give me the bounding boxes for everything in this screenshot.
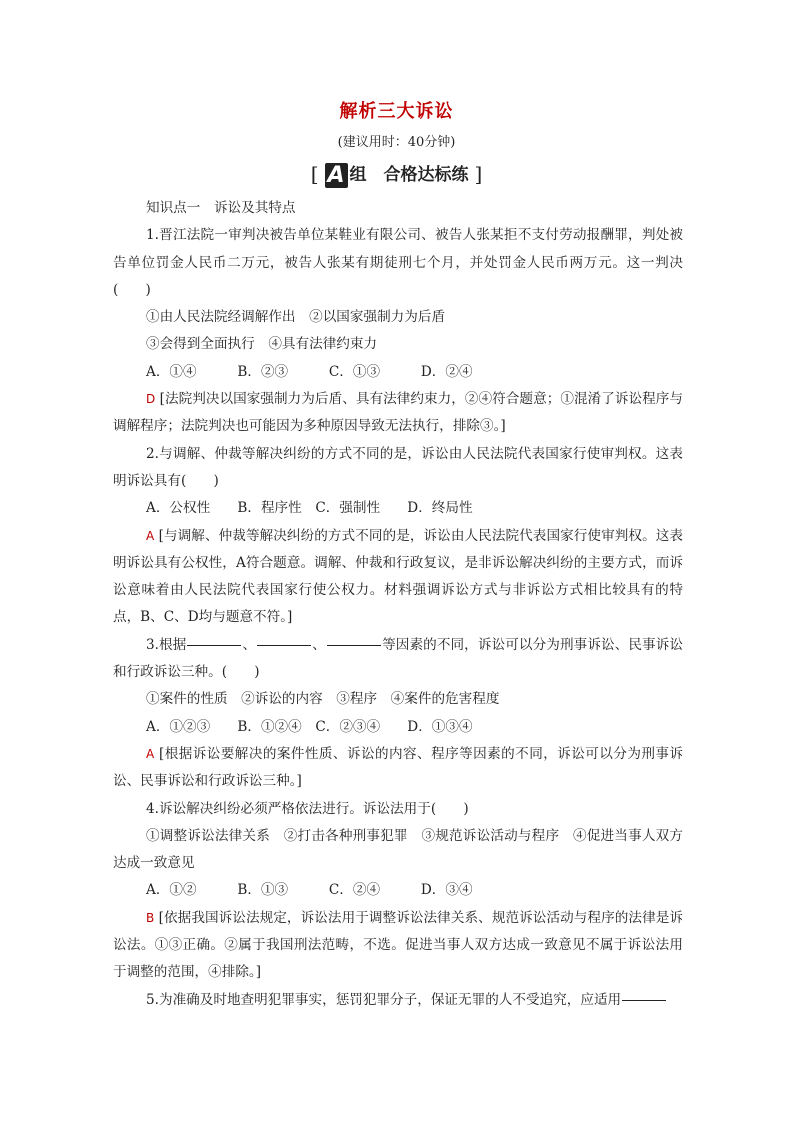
- q4-explanation: [依据我国诉讼法规定，诉讼法用于调整诉讼法律关系、规范诉讼活动与程序的法律是诉讼法。①③正确。②属于我国刑法范畴，不选。促进当事人双方达成一致意见不属于诉讼法用于调整的范围，④排除。]: [113, 909, 683, 981]
- q3-stem-end: 等因素的不同，诉讼可以分为刑事诉讼、民事诉讼和行政诉讼三种。( ): [113, 636, 684, 681]
- q2-answer-letter: A: [146, 528, 155, 543]
- section-letter-badge: A: [325, 163, 348, 188]
- q2-explanation: [与调解、仲裁等解决纠纷的方式不同的是，诉讼由人民法院代表国家行使审判权。这表明诉讼具有公权性，A符合题意。调解、仲裁和行政复议，是非诉讼解决纠纷的主要方式，而诉讼意味着由人民法院代表国家行使公权力。材料强调诉讼方式与非诉讼方式相比较具有的特点，B、C、D均与题意不符。]: [113, 527, 683, 626]
- q3-sep-1: 、: [242, 636, 257, 653]
- q1-options: A．①④ B．②③ C．①③ D．②④: [146, 363, 473, 380]
- q3-blank-2: [257, 644, 311, 646]
- page-title: 解析三大诉讼: [339, 101, 454, 122]
- q4-options: A．①② B．①③ C．②④ D．③④: [146, 882, 473, 899]
- q2-options: A．公权性 B．程序性 C．强制性 D．终局性: [146, 500, 473, 517]
- q4-stem: 4.诉讼解决纠纷必须严格依法进行。诉讼法用于( ): [146, 800, 469, 817]
- q3-items: ①案件的性质 ②诉讼的内容 ③程序 ④案件的危害程度: [146, 691, 500, 708]
- q3-stem-start: 3.根据: [146, 636, 187, 653]
- section-bracket-right: ]: [474, 162, 483, 186]
- q3-answer: [113, 741, 683, 796]
- section-bracket-left: [: [310, 162, 319, 186]
- q3-options: A．①②③ B．①②④ C．②③④ D．①③④: [146, 718, 473, 735]
- q4-answer: [113, 905, 683, 987]
- q3-answer-letter: A: [146, 746, 155, 761]
- q5-stem-text: 5.为准确及时地查明犯罪事实，惩罚犯罪分子，保证无罪的人不受追究，应适用: [146, 991, 622, 1008]
- q1-answer: [113, 386, 683, 441]
- q1-items-a: ①由人民法院经调解作出 ②以国家强制力为后盾: [146, 309, 446, 326]
- question-content: [113, 195, 683, 1014]
- q3-sep-2: 、: [312, 636, 326, 653]
- q3-blank-1: [187, 644, 241, 646]
- q5-blank: [622, 999, 666, 1001]
- q3-explanation: [根据诉讼要解决的案件性质、诉讼的内容、程序等因素的不同，诉讼可以分为刑事诉讼、民事诉讼和行政诉讼三种。]: [113, 745, 683, 790]
- q2-stem: 2.与调解、仲裁等解决纠纷的方式不同的是，诉讼由人民法院代表国家行使审判权。这表明诉讼具有( ): [113, 445, 683, 489]
- q1-explanation: [法院判决以国家强制力为后盾、具有法律约束力，②④符合题意；①混淆了诉讼程序与调解程序；法院判决也可能因为多种原因导致无法执行，排除③。]: [113, 391, 683, 435]
- section-heading: [0, 160, 793, 188]
- section-label: 组 合格达标练: [349, 165, 469, 185]
- q3-stem: [113, 632, 683, 687]
- q5-stem: [113, 987, 683, 1014]
- suggested-time: (建议用时：40分钟): [337, 135, 456, 150]
- q1-answer-letter: D: [146, 392, 156, 407]
- q4-answer-letter: B: [146, 910, 155, 925]
- q2-answer: [113, 523, 683, 632]
- q4-items: ①调整诉讼法律关系 ②打击各种刑事犯罪 ③规范诉讼活动与程序 ④促进当事人双方达成一致意见: [113, 827, 683, 872]
- q1-stem: 1.晋江法院一审判决被告单位某鞋业有限公司、被告人张某拒不支付劳动报酬罪，判处被告单位罚金人民币二万元，被告人张某有期徒刑七个月，并处罚金人民币两万元。这一判决( ): [113, 227, 683, 298]
- knowledge-point: 知识点一 诉讼及其特点: [146, 200, 296, 216]
- q1-items-b: ③会得到全面执行 ④具有法律约束力: [146, 336, 378, 353]
- q3-blank-3: [327, 644, 381, 646]
